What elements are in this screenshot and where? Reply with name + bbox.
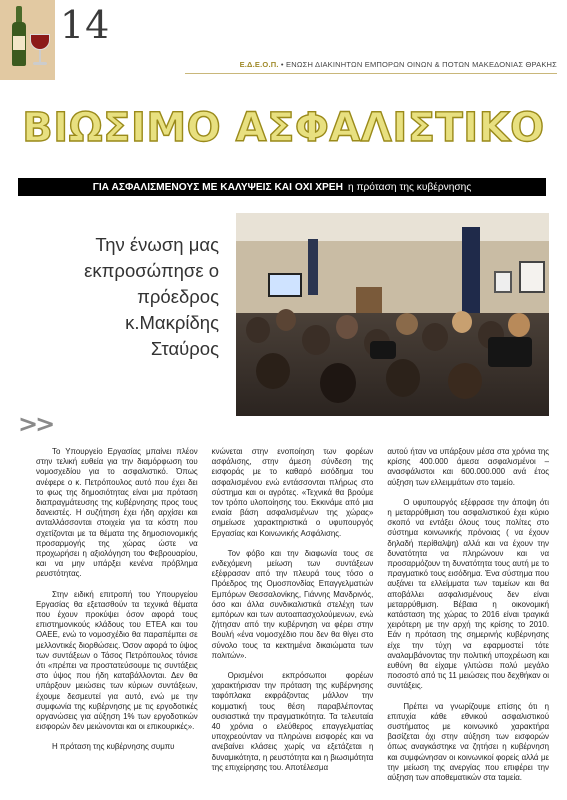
page-number: 14 xyxy=(60,3,111,47)
article-column-3 xyxy=(387,447,549,787)
pull-quote-line: πρόεδρος xyxy=(137,286,219,307)
paragraph: Η πρόταση της κυβέρνησης συμπυ xyxy=(52,742,175,752)
header-divider xyxy=(185,73,557,74)
paragraph: αυτού ήταν να υπάρξουν μέσα στα χρόνια της κρίσης 400.000 άμεσα ασφαλισμένοι – ανασφάλιστοι και 600.000.000 ανά έτος αύξηση των ελλειμμάτων στο ταμείο. xyxy=(387,447,550,487)
article-body xyxy=(36,447,549,787)
paragraph: Ορισμένοι εκπρόσωποι φορέων χαρακτήρισαν την πρόταση της κυβέρνησης ταφόπλακα εκφράζοντας μάλλον την κομματική τους θέση παραβλέποντας ουσιαστικά την πραγματικότητα. Τα τελευταία 40 χρόνια ο ελεύθερος επαγγελματίας υποχρεούνταν να πληρώνει εισφορές και να ανεβαίνει κλάσεις χωρίς να εξετάζεται η δυναμικότητα, η ρευστότητα και η βιωσιμότητα της επιχείρησης του. Αποτέλεσμα xyxy=(211,671,374,772)
paragraph: Τον φόβο και την διαφωνία τους σε ενδεχόμενη μείωση των συντάξεων εξέφρασαν από την πλευρά τους τόσο ο Πρόεδρος της Ομοσπονδίας Επαγγελματιών Εμπόρων Θεσσαλονίκης, Γιάννης Μανδρινός, όσο και άλλα συνδικαλιστικά στελέχη των εμπόρων και των αυτοαπασχολούμενων, ενώ ζήτησαν από την κυβέρνηση να φέρει στην Βουλή «ένα νομοσχέδιο που δεν θα θίγει στο σύνολο τους τα κεκτημένα δικαιώματα των πολιτών». xyxy=(211,548,374,660)
org-brand: Ε.Δ.Ε.Ο.Π. xyxy=(239,60,279,69)
event-photo xyxy=(236,213,549,416)
article-column-2 xyxy=(212,447,374,787)
org-name: • ΕΝΩΣΗ ΔΙΑΚΙΝΗΤΩΝ ΕΜΠΟΡΩΝ ΟΙΝΩΝ & ΠΟΤΩΝ ΜΑΚΕΔΟΝΙΑΣ ΘΡΑΚΗΣ xyxy=(278,60,557,69)
article-subhead xyxy=(18,178,546,196)
pull-quote-line: Σταύρος xyxy=(150,338,219,359)
paragraph: Πρέπει να γνωρίζουμε επίσης ότι η επιτυχία κάθε εθνικού ασφαλιστικού συστήματος με κοινωνικό χαρακτήρα βασίζεται όχι στην αύξηση των εισφορών όπως αναγκάστηκε να ζητήσει η κυβέρνηση και συμφώνησαν οι κοινωνικοί φορείς αλλά με την μείωση της ανεργίας που επιφέρει την αύξηση των αποθεματικών στα ταμεία. xyxy=(387,701,550,783)
wine-glass-icon xyxy=(30,34,50,68)
paragraph: Ο υφυπουργός εξέφρασε την άποψη ότι η μεταρρύθμιση του ασφαλιστικού έχει κύριο σκοπό να εντάξει όλους τους πολίτες στο σύστημα κοινωνικής πρόνοιας ( να έχουν δηλαδή περίθαλψη) αλλά και να έχουν την δυνατότητα να πληρώνουν και να προσαρμόζουν τη δυνατότητα τους αυτή με το πραγματικό τους εισόδημα. Ένα σύστημα που αυξάνει τα ελλείμματα των ταμείων και θα αποβάλλει ασφαλισμένους δεν είναι μεταρρύθμιση. Βέβαια η οικονομική κατάσταση της χώρας το 2016 είναι τραγικά χειρότερη με την αρχή της κρίσης το 2010. Εάν η πρόταση της σημερινής κυβέρνησης είχε την τύχη να εφαρμοστεί τότε αναλαμβάνοντας την πολιτική υποχρέωση και ευθύνη θα είχαμε γλιτώσει πολύ μεγάλο ποσοστό από τις 11 μειώσεις που δεχθήκαν οι συντάξεις. xyxy=(387,497,550,691)
header-organization xyxy=(185,60,557,69)
paragraph: Στην ειδική επιτροπή του Υπουργείου Εργασίας θα εξετασθούν τα τεχνικά θέματα που έχουν προκύψει όσον αφορά τους επιστημονικούς κλάδους του ΕΤΕΑ και του ΟΑΕΕ, ενώ το νομοσχέδιο θα παραπέμπει σε μελλοντικές διορθώσεις. Όσον αφορά το ύψος των συντάξεων ο Τάσος Πετρόπουλος τόνισε ότι «πρέπει να προστατεύσουμε τις συντάξεις στο ύψος που ήδη καταβάλλονται. Δεν θα υπάρξουν μειώσεις των κύριων συντάξεων, έχουμε δεσμευτεί για αυτό, ενώ με την συμφωνία της κυβέρνησης με τις εργοδοτικές οργανώσεις για αύξηση 1% των εργοδοτικών εισφορών δεν μειώνονται και οι επικουρικές». xyxy=(36,589,198,732)
pull-quote-line: Την ένωση μας xyxy=(95,234,219,255)
paragraph: κνώνεται στην ενοποίηση των φορέων ασφάλισης, στην άμεση σύνδεση της εισφοράς με το καθαρό εισόδημα του ασφαλισμένου ενώ εντάσσονται πλήρως στο σύστημα και οι αγρότες. «Τεχνικά θα βρούμε τον τρόπο υλοποίησης του. Εκκινάμε από μια ενιαία βάση ασφαλισμένων της χώρας» σημείωσε χαρακτηριστικά ο υφυπουργός Εργασίας και Κοινωνικής Ασφάλισης. xyxy=(211,447,374,538)
subhead-bold: ΓΙΑ ΑΣΦΑΛΙΣΜΕΝΟΥΣ ΜΕ ΚΑΛΥΨΕΙΣ ΚΑΙ ΟΧΙ ΧΡΕΗ xyxy=(92,181,343,193)
article-headline: ΒΙΩΣΙΜΟ ΑΣΦΑΛΙΣΤΙΚΟ xyxy=(22,105,545,151)
wine-bottle-icon xyxy=(12,6,26,66)
article-column-1 xyxy=(36,447,198,787)
pull-quote xyxy=(24,232,219,362)
wine-logo xyxy=(0,0,55,80)
double-arrow-icon: >> xyxy=(18,410,53,438)
subhead-normal: η πρόταση της κυβέρνησης xyxy=(347,181,472,193)
pull-quote-line: εκπροσώπησε ο xyxy=(84,260,219,281)
paragraph: Το Υπουργείο Εργασίας μπαίνει πλέον στην τελική ευθεία για την διαμόρφωση του νομοσχεδίου για το ασφαλιστικό. Όπως ανέφερε ο κ. Πετρόπουλος αυτό που έχει δει το φως της δημοσιότητας είναι μια πρόταση διαπραγμάτευσης της κυβέρνησης προς τους δανειστές. Η συζήτηση έχει ήδη αρχίσει και ανταλλάσσονται στοιχεία για τα κόστη που σχετίζονται με τα θέματα της δημοσιονομικής προσαρμογής της χώρας ώστε να προχωρήσει η αξιολόγηση του Φεβρουαρίου, και να μην υπάρξει κενένα πρόβλημα ρευστότητας. xyxy=(36,447,198,579)
pull-quote-line: κ.Μακρίδης xyxy=(125,312,219,333)
